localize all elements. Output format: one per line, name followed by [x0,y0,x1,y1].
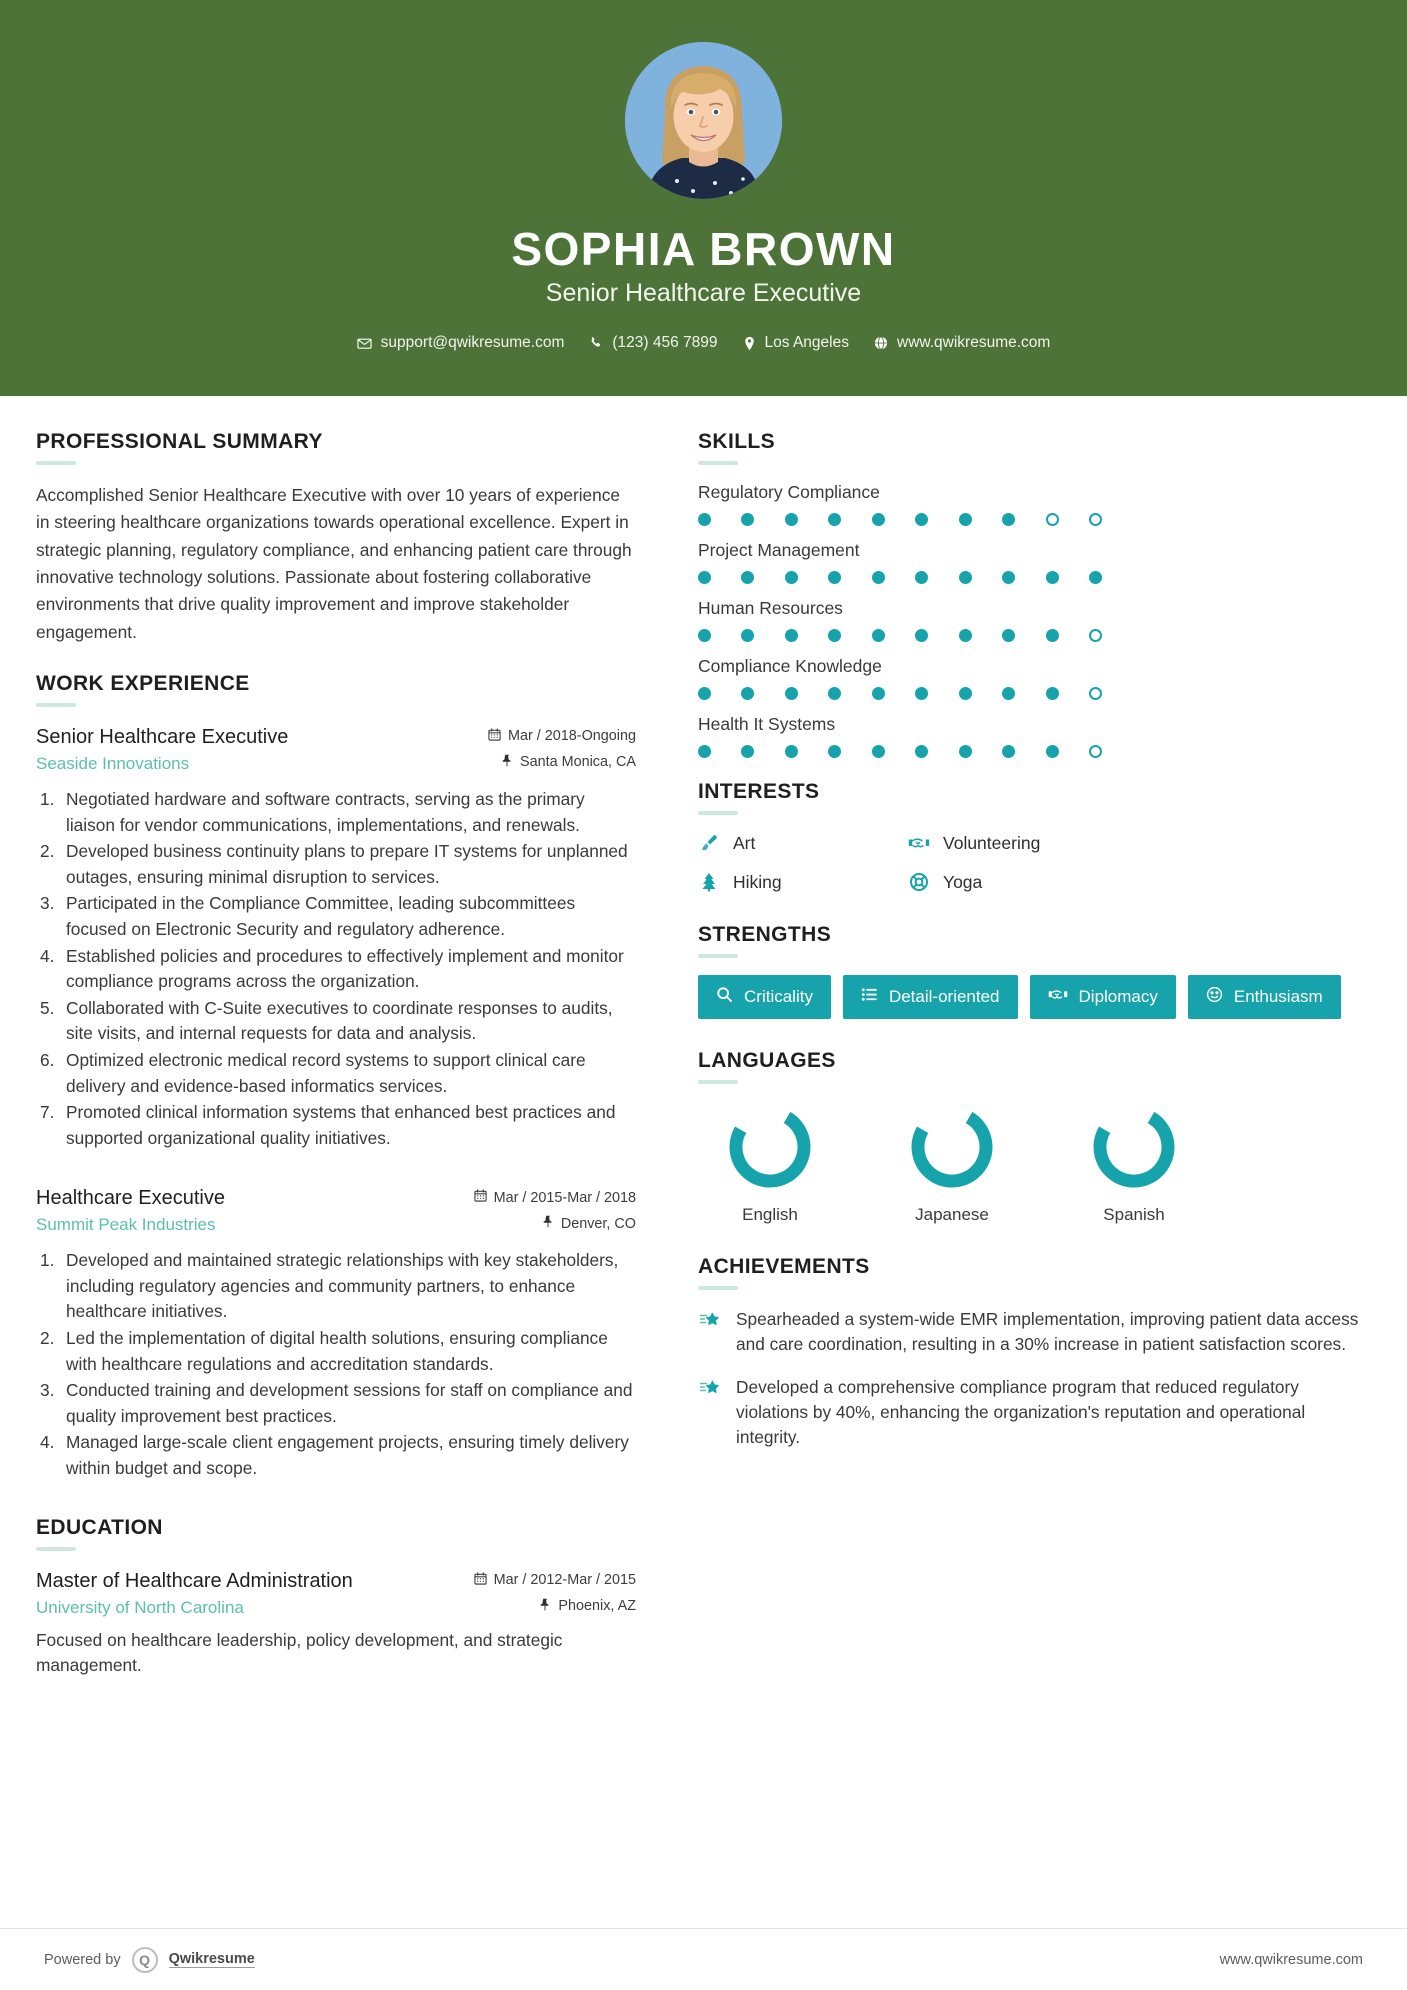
strength-label: Diplomacy [1078,987,1158,1006]
job-bullet: Negotiated hardware and software contracts, serving as the primary liaison for vendor communications, implementations, and renewals. [66,788,585,835]
education-dates-text: Mar / 2012-Mar / 2015 [493,1572,636,1589]
job-dates-text: Mar / 2015-Mar / 2018 [493,1189,636,1206]
job-bullet: Developed business continuity plans to prepare IT systems for unplanned outages, ensuring minimal disruption to services. [66,841,628,887]
education-description: Focused on healthcare leadership, policy development, and strategic management. [36,1629,563,1676]
section-interests [698,780,1370,893]
skill-dot-filled [1046,571,1059,584]
job-dates [488,728,636,745]
job-bullet: Participated in the Compliance Committee, leading subcommittees focused on Electronic Security and regulatory adherence. [66,893,576,939]
skill-dot-filled [785,513,798,526]
skill-dot-filled [872,745,885,758]
skill-dot-filled [741,571,754,584]
envelope-icon [357,336,372,351]
skill-dot-filled [1002,513,1015,526]
handshake-icon [1048,986,1068,1008]
job-bullet: Developed and maintained strategic relationships with key stakeholders, including regulatory agencies and community partners, to enhance healthcare initiatives. [66,1250,619,1322]
language-label: Japanese [915,1205,989,1224]
contact-email-text: support@qwikresume.com [380,334,565,352]
skill-item [698,714,1370,758]
job-bullets [36,787,636,1151]
skill-dot-filled [1002,745,1015,758]
work-entry [36,724,636,1151]
globe-icon [874,336,888,350]
job-location [488,754,636,771]
section-work-experience [36,672,636,1482]
page-footer [0,1928,1407,1990]
strengths-list [698,975,1370,1019]
strength-tag-criticality[interactable] [698,975,831,1019]
education-dates [474,1572,636,1589]
skill-dot-filled [828,745,841,758]
skill-dot-filled [872,571,885,584]
contact-phone[interactable] [580,334,726,352]
job-title: Senior Healthcare Executive [36,725,289,748]
pine-tree-icon [698,871,720,893]
contact-location[interactable] [734,334,858,352]
job-title: Healthcare Executive [36,1187,225,1210]
skill-dot-filled [1046,745,1059,758]
skill-label: Regulatory Compliance [698,482,880,502]
interest-item [698,871,908,893]
skill-dot-empty [1089,745,1102,758]
skill-label: Human Resources [698,598,843,618]
contact-phone-text: (123) 456 7899 [612,334,718,352]
skill-dot-filled [785,745,798,758]
contact-bar [348,334,1060,352]
skill-dot-filled [828,513,841,526]
calendar-icon [474,1189,487,1206]
skill-label: Project Management [698,540,860,560]
avatar [625,42,782,199]
section-title: WORK EXPERIENCE [36,671,250,695]
section-underline [36,703,76,707]
job-bullet: Established policies and procedures to effectively implement and monitor compliance programs across the organization. [66,945,624,992]
skill-item [698,482,1370,526]
footer-website[interactable]: www.qwikresume.com [1219,1951,1363,1968]
contact-location-text: Los Angeles [764,334,849,352]
qwikresume-logo-icon: Q [132,1947,158,1973]
section-education [36,1516,636,1679]
skill-dot-empty [1089,513,1102,526]
skill-dot-filled [959,513,972,526]
skill-dot-filled [741,513,754,526]
job-bullet: Managed large-scale client engagement projects, ensuring timely delivery within budget and scope. [66,1432,629,1479]
achievement-item [698,1375,1370,1451]
location-pin-icon [743,336,756,351]
section-title: STRENGTHS [698,923,832,946]
job-dates-text: Mar / 2018-Ongoing [508,728,636,745]
degree-title: Master of Healthcare Administration [36,1569,353,1592]
skill-dot-filled [915,745,928,758]
work-entry [36,1185,636,1481]
section-title: ACHIEVEMENTS [698,1255,870,1278]
left-column [36,430,636,1705]
job-role-subtitle: Senior Healthcare Executive [545,279,862,308]
skill-dot-filled [741,687,754,700]
section-title: PROFESSIONAL SUMMARY [36,430,323,453]
language-item [886,1101,1018,1225]
language-progress-ring [724,1101,816,1193]
section-underline [698,1080,738,1084]
skill-label: Health It Systems [698,714,836,734]
achievement-item [698,1307,1370,1358]
interest-item [908,832,1370,854]
section-underline [36,1547,76,1551]
job-bullet: Led the implementation of digital health solutions, ensuring compliance with healthcare regulations and accreditation standards. [66,1328,608,1374]
skill-dot-filled [1046,629,1059,642]
section-strengths [698,923,1370,1019]
skill-rating [698,687,1102,700]
job-location [474,1215,636,1232]
skill-dot-filled [785,687,798,700]
star-badge-icon [698,1307,722,1358]
skill-rating [698,513,1102,526]
language-label: Spanish [1103,1205,1165,1224]
brand-name-link[interactable]: Qwikresume [168,1951,255,1967]
skill-item [698,656,1370,700]
magnifier-icon [716,986,733,1008]
section-achievements [698,1255,1370,1450]
job-bullets [36,1248,636,1481]
job-bullet: Optimized electronic medical record systems to support clinical care delivery and evidence-based informatics services. [66,1049,586,1096]
language-item [704,1101,836,1225]
skill-dot-filled [828,629,841,642]
skills-list [698,482,1370,758]
page-title: SOPHIA BROWN [511,223,896,275]
pushpin-icon [501,754,513,771]
skill-dot-filled [1046,687,1059,700]
resume-header [0,0,1407,396]
section-professional-summary [36,430,636,646]
job-bullet: Promoted clinical information systems that enhanced best practices and supported organizational quality initiatives. [66,1102,616,1148]
calendar-icon [474,1572,487,1589]
job-location-text: Denver, CO [560,1215,636,1232]
contact-email[interactable] [348,334,574,352]
school-name: University of North Carolina [36,1597,244,1617]
skill-dot-empty [1089,629,1102,642]
interest-item [908,871,1370,893]
skill-dot-filled [915,571,928,584]
skill-dot-filled [1002,687,1015,700]
resume-body [0,396,1407,1705]
skill-dot-filled [741,629,754,642]
skill-rating [698,571,1102,584]
phone-icon [589,336,603,350]
skill-rating [698,745,1102,758]
strength-tag-detail-oriented[interactable] [843,975,1018,1019]
skill-dot-filled [872,687,885,700]
section-underline [36,461,76,465]
skill-dot-filled [872,513,885,526]
education-location-text: Phoenix, AZ [558,1598,636,1615]
strength-label: Enthusiasm [1233,987,1323,1006]
pushpin-icon [542,1215,554,1232]
strength-label: Detail-oriented [888,987,1000,1006]
skill-dot-filled [785,629,798,642]
skill-dot-filled [1089,571,1102,584]
interest-label: Volunteering [943,832,1041,853]
interest-item [698,832,908,854]
summary-text: Accomplished Senior Healthcare Executive with over 10 years of experience in steering healthcare organizations towards operational excellence. Expert in strategic planning, regulatory compliance, and enhancing patient care through innovative technology solutions. Passionate about fostering collaborative environments that drive quality improvement and improve stakeholder engagement. [36,485,632,642]
strength-label: Criticality [744,987,813,1006]
skill-dot-filled [698,745,711,758]
language-progress-ring [906,1101,998,1193]
section-underline [698,461,738,465]
achievement-text: Spearheaded a system-wide EMR implementation, improving patient data access and care coordination, resulting in a 30% increase in patient satisfaction scores. [736,1309,1359,1355]
skill-dot-filled [959,687,972,700]
skill-dot-filled [1002,571,1015,584]
calendar-icon [488,728,501,745]
strength-tag-diplomacy[interactable] [1030,975,1176,1019]
section-title: INTERESTS [698,780,820,803]
language-item [1068,1101,1200,1225]
handshake-icon [908,832,930,854]
strength-tag-enthusiasm[interactable] [1188,975,1341,1019]
paintbrush-icon [698,832,720,854]
right-column [670,430,1370,1705]
language-label: English [742,1205,798,1224]
language-progress-ring [1088,1101,1180,1193]
skill-dot-filled [915,513,928,526]
contact-website[interactable] [865,334,1059,352]
section-languages [698,1049,1370,1225]
education-entry [36,1568,636,1679]
skill-dot-filled [828,687,841,700]
skill-dot-empty [1046,513,1059,526]
section-title: EDUCATION [36,1515,163,1539]
list-icon [861,986,878,1008]
contact-website-text: www.qwikresume.com [897,334,1051,352]
interest-label: Hiking [733,871,782,892]
education-location [474,1598,636,1615]
section-underline [698,1286,738,1290]
skill-dot-filled [698,571,711,584]
skill-dot-filled [741,745,754,758]
section-underline [698,811,738,815]
job-dates [474,1189,636,1206]
achievement-text: Developed a comprehensive compliance program that reduced regulatory violations by 40%, enhancing the organization's reputation and operational integrity. [736,1376,1306,1447]
skill-dot-filled [959,745,972,758]
job-company: Summit Peak Industries [36,1215,216,1235]
skill-dot-filled [698,513,711,526]
section-title: LANGUAGES [698,1049,836,1072]
avatar-photo [625,42,782,199]
interest-label: Art [733,832,756,853]
job-bullet: Conducted training and development sessions for staff on compliance and quality improvement best practices. [66,1380,633,1426]
interests-list [698,832,1370,893]
job-bullet: Collaborated with C-Suite executives to coordinate responses to audits, site visits, and internal requests for data and analysis. [66,997,613,1044]
skill-dot-filled [915,687,928,700]
section-title: SKILLS [698,430,776,453]
skill-dot-filled [959,629,972,642]
star-badge-icon [698,1375,722,1451]
skill-label: Compliance Knowledge [698,656,882,676]
lifebuoy-icon [908,871,930,893]
job-company: Seaside Innovations [36,753,190,773]
skill-item [698,598,1370,642]
section-underline [698,954,738,958]
skill-item [698,540,1370,584]
skill-dot-filled [1002,629,1015,642]
skill-dot-filled [959,571,972,584]
powered-by-label: Powered by [44,1951,121,1968]
skill-dot-filled [698,629,711,642]
skill-rating [698,629,1102,642]
section-skills [698,430,1370,758]
skill-dot-filled [828,571,841,584]
skill-dot-filled [698,687,711,700]
smiley-icon [1206,986,1223,1008]
skill-dot-empty [1089,687,1102,700]
languages-list [698,1101,1370,1225]
job-location-text: Santa Monica, CA [520,754,636,771]
skill-dot-filled [785,571,798,584]
skill-dot-filled [872,629,885,642]
skill-dot-filled [915,629,928,642]
interest-label: Yoga [943,871,983,892]
pushpin-icon [539,1598,551,1615]
